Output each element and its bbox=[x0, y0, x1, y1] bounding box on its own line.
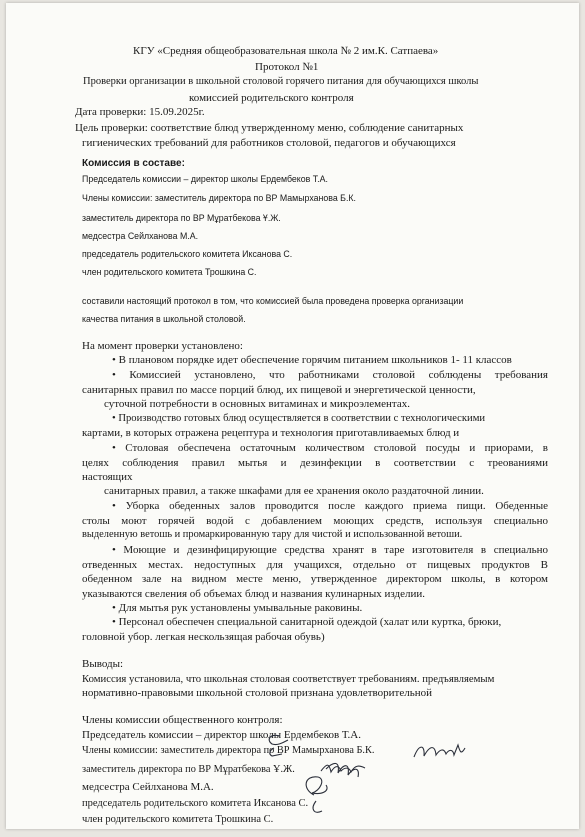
commission-member: медсестра Сейлханова М.А. bbox=[82, 231, 199, 241]
signatures-heading: Члены комиссии общественного контроля: bbox=[82, 714, 283, 726]
finding-line: • Уборка обеденных залов проводится после каждого приема пищи. Обеденные bbox=[112, 500, 548, 512]
finding-line: выделенную ветошь и промаркированную тару для чистой и использованной ветоши. bbox=[82, 529, 463, 540]
commission-member: заместитель директора по ВР Мұратбекова Ұ.Ж. bbox=[82, 213, 281, 223]
commission-heading: Комиссия в составе: bbox=[82, 158, 185, 169]
finding-line: • Столовая обеспечена остаточным количеством столовой посуды и приорами, в bbox=[112, 442, 548, 454]
school-name: КГУ «Средняя общеобразовательная школа № 2 им.К. Сатпаева» bbox=[133, 45, 439, 57]
handwritten-signature bbox=[296, 755, 366, 817]
finding-line: отведенных местах. недоступных для учащихся, отдельно от пищевых продуктов В bbox=[82, 559, 548, 571]
conclusion-line-2: нормативно-правовыми школьной столовой признана удовлетворительной bbox=[82, 687, 433, 699]
subject-line-1: Проверки организации в школьной столовой горячего питания для обучающихся школы bbox=[83, 76, 479, 87]
findings-heading: На момент проверки установлено: bbox=[82, 340, 243, 352]
commission-member: Члены комиссии: заместитель директора по ВР Мамырханова Б.К. bbox=[82, 193, 356, 203]
signature-member: Члены комиссии: заместитель директора по ВР Мамырханова Б.К. bbox=[82, 745, 375, 756]
finding-line: • Персонал обеспечен специальной санитарной одеждой (халат или куртка, брюки, bbox=[112, 616, 502, 628]
finding-line: суточной потребности в основных витаминах и микроэлементах. bbox=[104, 398, 410, 410]
finding-line: указываются свеления об объемах блюд и названия кулинарных изделии. bbox=[82, 588, 426, 600]
finding-line: • Производство готовых блюд осуществляется в соответствии с технологическими bbox=[112, 413, 486, 424]
finding-line: целях соблюдения правил мытья и дезинфекции в соответствии с треованиями bbox=[82, 457, 548, 469]
statement-line-1: составили настоящий протокол в том, что комиссией была проведена проверка организации bbox=[82, 296, 464, 306]
commission-member: Председатель комиссии – директор школы Ердембеков Т.А. bbox=[82, 174, 328, 184]
finding-line: • В плановом порядке идет обеспечение горячим питанием школьников 1- 11 классов bbox=[112, 354, 512, 366]
finding-line: • Моющие и дезинфицирующие средства хранят в таре изготовителя в специально bbox=[112, 544, 548, 556]
finding-line: головной убор. легкая нескользящая рабочая обувь) bbox=[82, 631, 325, 643]
commission-member: член родительского комитета Трошкина С. bbox=[82, 267, 257, 277]
finding-line: настоящих bbox=[82, 471, 133, 483]
commission-member: председатель родительского комитета Иксанова С. bbox=[82, 249, 293, 259]
goal-line-2: гигиенических требований для работников столовой, педагогов и обучающихся bbox=[82, 137, 456, 149]
finding-line: санитарных правил, а также шкафами для ее хранения около раздаточной линии. bbox=[104, 485, 484, 497]
protocol-page bbox=[6, 3, 579, 829]
finding-line: столы моют горячей водой с добавлением моющих средств, используя специально bbox=[82, 515, 548, 527]
signature-member: Председатель комиссии – директор школы Ердембеков Т.А. bbox=[82, 729, 361, 741]
statement-line-2: качества питания в школьной столовой. bbox=[82, 314, 246, 324]
protocol-title: Протокол №1 bbox=[255, 61, 319, 73]
finding-line: картами, в которых отражена рецептура и технология приготавливаемых блюд и bbox=[82, 427, 460, 439]
signature-member: член родительского комитета Трошкина С. bbox=[82, 814, 274, 825]
inspection-date: Дата проверки: 15.09.2025г. bbox=[75, 106, 205, 118]
finding-line: • Для мытья рук установлены умывальные раковины. bbox=[112, 602, 363, 614]
conclusion-line-1: Комиссия установила, что школьная столовая соответствует требованиям. предъявляемым bbox=[82, 673, 495, 685]
finding-line: обеденном зале на видном месте меню, утвержденное директором школы, в котором bbox=[82, 573, 548, 585]
goal-line-1: Цель проверки: соответствие блюд утвержденному меню, соблюдение санитарных bbox=[75, 122, 464, 134]
signature-member: председатель родительского комитета Иксанова С. bbox=[82, 798, 309, 809]
signature-member: заместитель директора по ВР Мұратбекова Ұ.Ж. bbox=[82, 764, 295, 775]
subject-line-2: комиссией родительского контроля bbox=[189, 92, 354, 104]
handwritten-signature bbox=[411, 740, 471, 762]
finding-line: • Комиссией установлено, что работниками столовой соблюдены требования bbox=[112, 369, 548, 381]
signature-member: медсестра Сейлханова М.А. bbox=[82, 781, 214, 793]
conclusions-heading: Выводы: bbox=[82, 658, 124, 670]
finding-line: санитарных правил по массе порций блюд, их пищевой и энергетической ценности, bbox=[82, 384, 476, 396]
handwritten-signature bbox=[260, 730, 300, 760]
